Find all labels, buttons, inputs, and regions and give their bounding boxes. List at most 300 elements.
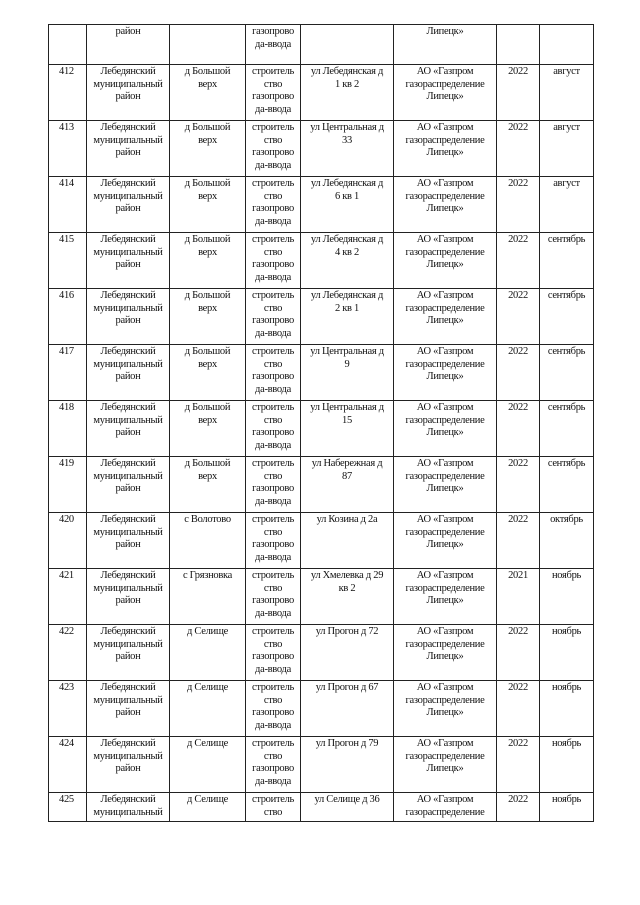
cell-text-line: Лебедянский xyxy=(100,570,156,581)
cell-text-line: д Большой xyxy=(184,346,231,357)
address-cell xyxy=(301,345,394,401)
cell-text-line: строитель xyxy=(251,122,295,133)
organization-cell xyxy=(394,345,497,401)
cell-text-line: 414 xyxy=(59,178,74,189)
district-cell xyxy=(87,289,170,345)
cell-text-line: Лебедянский xyxy=(100,794,156,805)
cell-text-line: строитель xyxy=(251,682,295,693)
district-cell xyxy=(87,345,170,401)
table-row xyxy=(49,345,594,401)
cell-text-line: Лебедянский xyxy=(100,514,156,525)
cell-text-line: строитель xyxy=(251,626,295,637)
cell-text-line: ство xyxy=(263,582,283,594)
month-cell xyxy=(540,401,594,457)
cell-text-line: 2022 xyxy=(508,402,528,413)
address-cell xyxy=(301,177,394,233)
district-cell xyxy=(87,65,170,121)
cell-text-line: ул Лебедянская д xyxy=(310,66,384,77)
district-cell xyxy=(87,793,170,822)
cell-text-line: газораспределение xyxy=(405,246,485,258)
cell-text-line: Липецк» xyxy=(426,147,464,158)
cell-text-line: АО «Газпром xyxy=(416,122,474,133)
cell-text-line: район xyxy=(115,315,141,326)
cell-text-line: Липецк» xyxy=(426,91,464,102)
cell-text-line: газораспределение xyxy=(405,526,485,538)
locality-cell xyxy=(170,569,246,625)
row-number-cell xyxy=(49,345,87,401)
cell-text-line: 2022 xyxy=(508,234,528,245)
cell-text-line: Липецк» xyxy=(426,595,464,606)
year-cell xyxy=(497,513,540,569)
cell-text-line: АО «Газпром xyxy=(416,234,474,245)
table-row xyxy=(49,289,594,345)
cell-text-line: октябрь xyxy=(550,514,583,525)
cell-text-line: ул Центральная д xyxy=(310,122,384,133)
cell-text-line: верх xyxy=(198,414,217,426)
work-type-cell xyxy=(246,625,301,681)
cell-text-line: газораспределение xyxy=(405,302,485,314)
locality-cell xyxy=(170,793,246,822)
cell-text-line: 87 xyxy=(342,470,352,482)
cell-text-line: АО «Газпром xyxy=(416,570,474,581)
cell-text-line: ул Набережная д xyxy=(311,458,383,469)
cell-text-line: газопрово xyxy=(252,147,294,158)
cell-text-line: сентябрь xyxy=(547,458,586,469)
cell-text-line: ул Хмелевка д 29 xyxy=(310,570,384,581)
row-number-cell xyxy=(49,681,87,737)
cell-text-line: газораспределение xyxy=(405,358,485,370)
work-type-cell xyxy=(246,401,301,457)
table-row xyxy=(49,681,594,737)
cell-text-line: Лебедянский xyxy=(100,178,156,189)
cell-text-line: Липецк» xyxy=(426,259,464,270)
organization-cell xyxy=(394,401,497,457)
cell-text-line: д Большой xyxy=(184,402,231,413)
work-type-cell xyxy=(246,457,301,513)
cell-text-line: муниципальный xyxy=(93,582,163,594)
cell-text-line: ул Лебедянская д xyxy=(310,178,384,189)
table-row xyxy=(49,737,594,793)
cell-text-line: 2022 xyxy=(508,626,528,637)
address-cell xyxy=(301,625,394,681)
cell-text-line: газораспределение xyxy=(405,470,485,482)
cell-text-line: район xyxy=(115,147,141,158)
cell-text-line: район xyxy=(115,763,141,774)
row-number-cell xyxy=(49,513,87,569)
month-cell xyxy=(540,233,594,289)
cell-text-line: строитель xyxy=(251,570,295,581)
cell-text-line: 423 xyxy=(59,682,74,693)
cell-text-line: 2022 xyxy=(508,682,528,693)
work-type-cell xyxy=(246,681,301,737)
organization-cell xyxy=(394,513,497,569)
cell-text-line: 419 xyxy=(59,458,74,469)
address-cell xyxy=(301,681,394,737)
cell-text-line: газораспределение xyxy=(405,638,485,650)
cell-text-line: ул Прогон д 72 xyxy=(315,626,379,637)
cell-text-line: сентябрь xyxy=(547,290,586,301)
cell-text-line: строитель xyxy=(251,66,295,77)
cell-text-line: да-ввода xyxy=(255,495,291,507)
cell-text-line: 2022 xyxy=(508,458,528,469)
cell-text-line: газораспределение xyxy=(405,750,485,762)
month-cell xyxy=(540,457,594,513)
cell-text-line: август xyxy=(553,178,580,189)
cell-text-line: газораспределение xyxy=(405,694,485,706)
address-cell xyxy=(301,233,394,289)
cell-text-line: газораспределение xyxy=(405,806,485,818)
year-cell xyxy=(497,681,540,737)
month-cell xyxy=(540,681,594,737)
document-page xyxy=(48,24,593,822)
district-cell xyxy=(87,625,170,681)
district-cell xyxy=(87,25,170,65)
cell-text-line: Лебедянский xyxy=(100,682,156,693)
cell-text-line: 422 xyxy=(59,626,74,637)
address-cell xyxy=(301,289,394,345)
row-number-cell xyxy=(49,625,87,681)
cell-text-line: АО «Газпром xyxy=(416,794,474,805)
locality-cell xyxy=(170,625,246,681)
cell-text-line: верх xyxy=(198,134,217,146)
cell-text-line: АО «Газпром xyxy=(416,514,474,525)
locality-cell xyxy=(170,121,246,177)
month-cell xyxy=(540,569,594,625)
row-number-cell xyxy=(49,233,87,289)
cell-text-line: 416 xyxy=(59,290,74,301)
cell-text-line: район xyxy=(115,707,141,718)
month-cell xyxy=(540,513,594,569)
cell-text-line: ул Селище д 36 xyxy=(314,794,380,805)
cell-text-line: д Большой xyxy=(184,234,231,245)
locality-cell xyxy=(170,177,246,233)
locality-cell xyxy=(170,289,246,345)
cell-text-line: район xyxy=(115,539,141,550)
cell-text-line: АО «Газпром xyxy=(416,458,474,469)
cell-text-line: 2022 xyxy=(508,122,528,133)
cell-text-line: Лебедянский xyxy=(100,346,156,357)
cell-text-line: август xyxy=(553,122,580,133)
cell-text-line: ноябрь xyxy=(551,794,582,805)
cell-text-line: 1 кв 2 xyxy=(334,78,359,90)
cell-text-line: газопрово xyxy=(252,91,294,102)
cell-text-line: газораспределение xyxy=(405,190,485,202)
year-cell xyxy=(497,737,540,793)
organization-cell xyxy=(394,681,497,737)
year-cell xyxy=(497,289,540,345)
cell-text-line: 420 xyxy=(59,514,74,525)
cell-text-line: Липецк» xyxy=(426,26,464,37)
work-type-cell xyxy=(246,793,301,822)
cell-text-line: газопрово xyxy=(252,763,294,774)
cell-text-line: да-ввода xyxy=(255,38,291,50)
cell-text-line: да-ввода xyxy=(255,439,291,451)
cell-text-line: газопрово xyxy=(252,707,294,718)
cell-text-line: ул Прогон д 79 xyxy=(315,738,379,749)
cell-text-line: да-ввода xyxy=(255,663,291,675)
cell-text-line: АО «Газпром xyxy=(416,738,474,749)
cell-text-line: ство xyxy=(263,190,283,202)
cell-text-line: Лебедянский xyxy=(100,402,156,413)
cell-text-line: строитель xyxy=(251,402,295,413)
cell-text-line: газопрово xyxy=(252,427,294,438)
district-cell xyxy=(87,457,170,513)
table-row xyxy=(49,25,594,65)
cell-text-line: 2022 xyxy=(508,290,528,301)
year-cell xyxy=(497,65,540,121)
row-number-cell xyxy=(49,177,87,233)
cell-text-line: 2022 xyxy=(508,66,528,77)
cell-text-line: ноябрь xyxy=(551,738,582,749)
cell-text-line: Липецк» xyxy=(426,707,464,718)
cell-text-line: 2022 xyxy=(508,178,528,189)
organization-cell xyxy=(394,457,497,513)
locality-cell xyxy=(170,513,246,569)
cell-text-line: ул Козина д 2а xyxy=(316,514,378,525)
cell-text-line: август xyxy=(553,66,580,77)
cell-text-line: ноябрь xyxy=(551,626,582,637)
cell-text-line: район xyxy=(115,259,141,270)
cell-text-line: ул Центральная д xyxy=(310,402,384,413)
cell-text-line: 33 xyxy=(342,134,352,146)
cell-text-line: строитель xyxy=(251,738,295,749)
month-cell xyxy=(540,289,594,345)
organization-cell xyxy=(394,121,497,177)
work-type-cell xyxy=(246,177,301,233)
district-cell xyxy=(87,513,170,569)
cell-text-line: строитель xyxy=(251,178,295,189)
cell-text-line: 4 кв 2 xyxy=(334,246,359,258)
locality-cell xyxy=(170,25,246,65)
cell-text-line: 9 xyxy=(344,358,350,370)
cell-text-line: 2 кв 1 xyxy=(334,302,359,314)
cell-text-line: муниципальный xyxy=(93,750,163,762)
district-cell xyxy=(87,121,170,177)
cell-text-line: ство xyxy=(263,694,283,706)
locality-cell xyxy=(170,457,246,513)
cell-text-line: газопрово xyxy=(252,26,294,37)
month-cell xyxy=(540,625,594,681)
cell-text-line: Лебедянский xyxy=(100,458,156,469)
cell-text-line: 417 xyxy=(59,346,74,357)
cell-text-line: муниципальный xyxy=(93,134,163,146)
year-cell xyxy=(497,457,540,513)
cell-text-line: ул Лебедянская д xyxy=(310,234,384,245)
gasification-table xyxy=(48,24,594,822)
work-type-cell xyxy=(246,737,301,793)
table-row xyxy=(49,121,594,177)
month-cell xyxy=(540,25,594,65)
organization-cell xyxy=(394,233,497,289)
year-cell xyxy=(497,401,540,457)
table-row xyxy=(49,569,594,625)
cell-text-line: Липецк» xyxy=(426,483,464,494)
cell-text-line: газопрово xyxy=(252,595,294,606)
year-cell xyxy=(497,121,540,177)
cell-text-line: газопрово xyxy=(252,371,294,382)
row-number-cell xyxy=(49,401,87,457)
cell-text-line: да-ввода xyxy=(255,215,291,227)
cell-text-line: муниципальный xyxy=(93,414,163,426)
cell-text-line: район xyxy=(115,26,141,37)
cell-text-line: с Грязновка xyxy=(182,570,233,581)
work-type-cell xyxy=(246,569,301,625)
month-cell xyxy=(540,737,594,793)
month-cell xyxy=(540,345,594,401)
locality-cell xyxy=(170,233,246,289)
cell-text-line: район xyxy=(115,91,141,102)
cell-text-line: муниципальный xyxy=(93,526,163,538)
cell-text-line: газопрово xyxy=(252,539,294,550)
cell-text-line: район xyxy=(115,203,141,214)
cell-text-line: да-ввода xyxy=(255,607,291,619)
organization-cell xyxy=(394,25,497,65)
year-cell xyxy=(497,793,540,822)
cell-text-line: район xyxy=(115,371,141,382)
locality-cell xyxy=(170,345,246,401)
cell-text-line: Липецк» xyxy=(426,371,464,382)
cell-text-line: д Большой xyxy=(184,290,231,301)
cell-text-line: газораспределение xyxy=(405,582,485,594)
table-row xyxy=(49,233,594,289)
cell-text-line: верх xyxy=(198,246,217,258)
district-cell xyxy=(87,401,170,457)
cell-text-line: д Селище xyxy=(187,626,228,637)
organization-cell xyxy=(394,793,497,822)
cell-text-line: д Селище xyxy=(187,682,228,693)
month-cell xyxy=(540,65,594,121)
cell-text-line: да-ввода xyxy=(255,271,291,283)
row-number-cell xyxy=(49,737,87,793)
cell-text-line: верх xyxy=(198,78,217,90)
year-cell xyxy=(497,625,540,681)
cell-text-line: 2022 xyxy=(508,794,528,805)
month-cell xyxy=(540,121,594,177)
cell-text-line: Лебедянский xyxy=(100,234,156,245)
cell-text-line: 413 xyxy=(59,122,74,133)
cell-text-line: район xyxy=(115,595,141,606)
cell-text-line: Липецк» xyxy=(426,651,464,662)
cell-text-line: муниципальный xyxy=(93,806,163,818)
work-type-cell xyxy=(246,65,301,121)
address-cell xyxy=(301,513,394,569)
cell-text-line: газораспределение xyxy=(405,414,485,426)
cell-text-line: ство xyxy=(263,638,283,650)
cell-text-line: газораспределение xyxy=(405,134,485,146)
cell-text-line: ство xyxy=(263,134,283,146)
district-cell xyxy=(87,681,170,737)
table-row xyxy=(49,177,594,233)
year-cell xyxy=(497,345,540,401)
address-cell xyxy=(301,401,394,457)
cell-text-line: район xyxy=(115,651,141,662)
cell-text-line: строитель xyxy=(251,234,295,245)
cell-text-line: ство xyxy=(263,806,283,818)
address-cell xyxy=(301,65,394,121)
cell-text-line: район xyxy=(115,483,141,494)
row-number-cell xyxy=(49,121,87,177)
cell-text-line: Лебедянский xyxy=(100,290,156,301)
cell-text-line: Лебедянский xyxy=(100,66,156,77)
locality-cell xyxy=(170,401,246,457)
cell-text-line: ул Лебедянская д xyxy=(310,290,384,301)
cell-text-line: ство xyxy=(263,358,283,370)
organization-cell xyxy=(394,569,497,625)
cell-text-line: кв 2 xyxy=(338,582,356,594)
cell-text-line: АО «Газпром xyxy=(416,346,474,357)
table-row xyxy=(49,513,594,569)
organization-cell xyxy=(394,289,497,345)
cell-text-line: 424 xyxy=(59,738,74,749)
row-number-cell xyxy=(49,65,87,121)
cell-text-line: 2022 xyxy=(508,738,528,749)
month-cell xyxy=(540,177,594,233)
table-row xyxy=(49,457,594,513)
district-cell xyxy=(87,737,170,793)
cell-text-line: газопрово xyxy=(252,203,294,214)
address-cell xyxy=(301,793,394,822)
cell-text-line: с Волотово xyxy=(184,514,231,525)
cell-text-line: да-ввода xyxy=(255,551,291,563)
cell-text-line: Липецк» xyxy=(426,315,464,326)
cell-text-line: ство xyxy=(263,246,283,258)
address-cell xyxy=(301,457,394,513)
cell-text-line: да-ввода xyxy=(255,775,291,787)
cell-text-line: ство xyxy=(263,750,283,762)
cell-text-line: да-ввода xyxy=(255,103,291,115)
cell-text-line: ство xyxy=(263,470,283,482)
cell-text-line: газопрово xyxy=(252,259,294,270)
cell-text-line: д Большой xyxy=(184,122,231,133)
cell-text-line: муниципальный xyxy=(93,694,163,706)
cell-text-line: 15 xyxy=(342,414,352,426)
work-type-cell xyxy=(246,233,301,289)
cell-text-line: д Селище xyxy=(187,738,228,749)
cell-text-line: АО «Газпром xyxy=(416,626,474,637)
cell-text-line: АО «Газпром xyxy=(416,402,474,413)
cell-text-line: 2022 xyxy=(508,346,528,357)
district-cell xyxy=(87,569,170,625)
cell-text-line: д Большой xyxy=(184,178,231,189)
cell-text-line: газопрово xyxy=(252,483,294,494)
cell-text-line: муниципальный xyxy=(93,358,163,370)
cell-text-line: строитель xyxy=(251,514,295,525)
organization-cell xyxy=(394,65,497,121)
cell-text-line: верх xyxy=(198,190,217,202)
cell-text-line: верх xyxy=(198,470,217,482)
cell-text-line: АО «Газпром xyxy=(416,66,474,77)
district-cell xyxy=(87,177,170,233)
cell-text-line: ул Прогон д 67 xyxy=(315,682,379,693)
cell-text-line: газопрово xyxy=(252,315,294,326)
address-cell xyxy=(301,121,394,177)
work-type-cell xyxy=(246,289,301,345)
cell-text-line: да-ввода xyxy=(255,327,291,339)
cell-text-line: сентябрь xyxy=(547,346,586,357)
year-cell xyxy=(497,233,540,289)
cell-text-line: газораспределение xyxy=(405,78,485,90)
year-cell xyxy=(497,25,540,65)
cell-text-line: ство xyxy=(263,526,283,538)
cell-text-line: да-ввода xyxy=(255,719,291,731)
work-type-cell xyxy=(246,345,301,401)
cell-text-line: 2021 xyxy=(508,570,528,581)
locality-cell xyxy=(170,65,246,121)
cell-text-line: Липецк» xyxy=(426,763,464,774)
district-cell xyxy=(87,233,170,289)
cell-text-line: Лебедянский xyxy=(100,122,156,133)
row-number-cell xyxy=(49,569,87,625)
